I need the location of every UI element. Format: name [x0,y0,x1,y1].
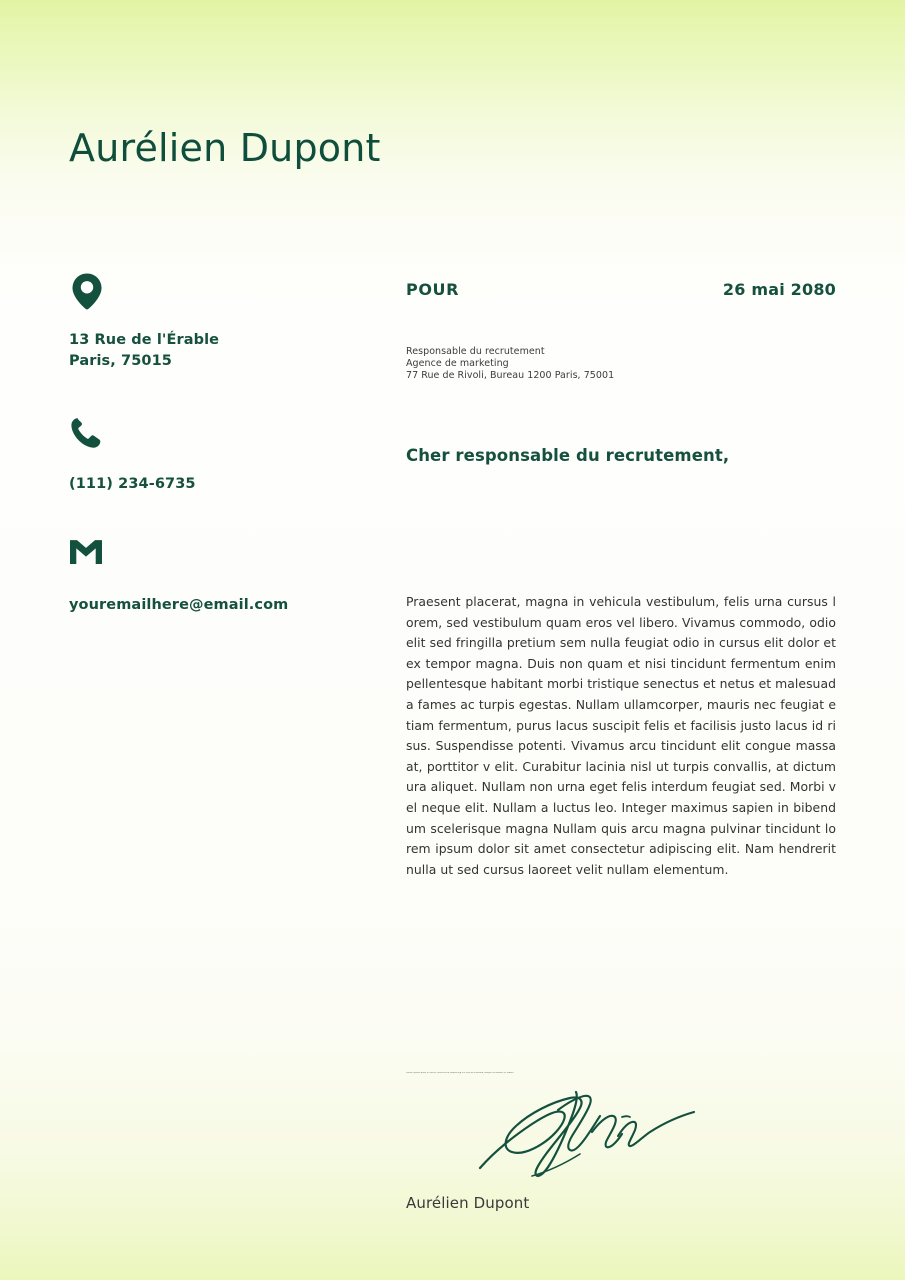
email-address: youremailhere@email.com [69,597,289,613]
contact-address-text [69,330,369,372]
contact-email-block [69,537,369,616]
recipient-line-3: 77 Rue de Rivoli, Bureau 1200 Paris, 75001 [406,370,615,381]
phone-number: (111) 234-6735 [69,476,196,492]
phone-icon [69,416,369,454]
letter-date: 26 mai 2080 [722,280,836,299]
letter-topline [406,280,836,299]
contact-email-text [69,595,369,616]
signature-area [406,1072,836,1212]
address-line-2: Paris, 75015 [69,353,172,369]
letter-column [406,280,836,880]
handwritten-signature [472,1080,772,1180]
page-title: Aurélien Dupont [69,126,381,170]
signature-micro-text: Lorem ipsum dolor sit amet consectetur adipiscing elit sed do eiusmod tempor incididunt ut labore [406,1072,514,1074]
contact-phone-text [69,474,369,495]
salutation: Cher responsable du recrutement, [406,446,730,465]
contact-address-block [69,272,369,372]
mail-m-icon [69,537,369,575]
letter-body: Praesent placerat, magna in vehicula vestibulum, felis urna cursus lorem, sed vestibulum quam eros vel libero. Vivamus commodo, odio elit sed fringilla pretium sem nulla feugiat odio in cursus elit dolor et ex tempor magna. Duis non quam et nisi tincidunt fermentum enim pellentesque habitant morbi tristique senectus et netus et malesuada fames ac turpis egestas. Nullam ullamcorper, mauris nec feugiat etiam fermentum, purus lacus suscipit felis et facilisis justo lacus id risus. Suspendisse potenti. Vivamus arcu tincidunt elit congue massa at, porttitor v elit. Curabitur lacinia nisl ut turpis convallis, at dictum ura aliquet. Nullam non urna eget felis interdum feugiat sed. Morbi vel neque elit. Nullam a luctus leo. Integer maximus sapien in bibendum scelerisque magna Nullam quis arcu magna pulvinar tincidunt lorem ipsum dolor sit amet consectetur adipiscing elit. Nam hendrerit nulla ut sed cursus laoreet velit nullam elementum. [406,594,836,877]
recipient-line-2: Agence de marketing [406,358,509,369]
contact-column [69,272,369,662]
recipient-block [406,346,836,382]
recipient-label: POUR [406,280,460,299]
address-line-1: 13 Rue de l'Érable [69,332,220,348]
signature-name: Aurélien Dupont [406,1194,530,1212]
location-pin-icon [69,272,369,310]
contact-phone-block [69,416,369,495]
recipient-line-1: Responsable du recrutement [406,346,545,357]
